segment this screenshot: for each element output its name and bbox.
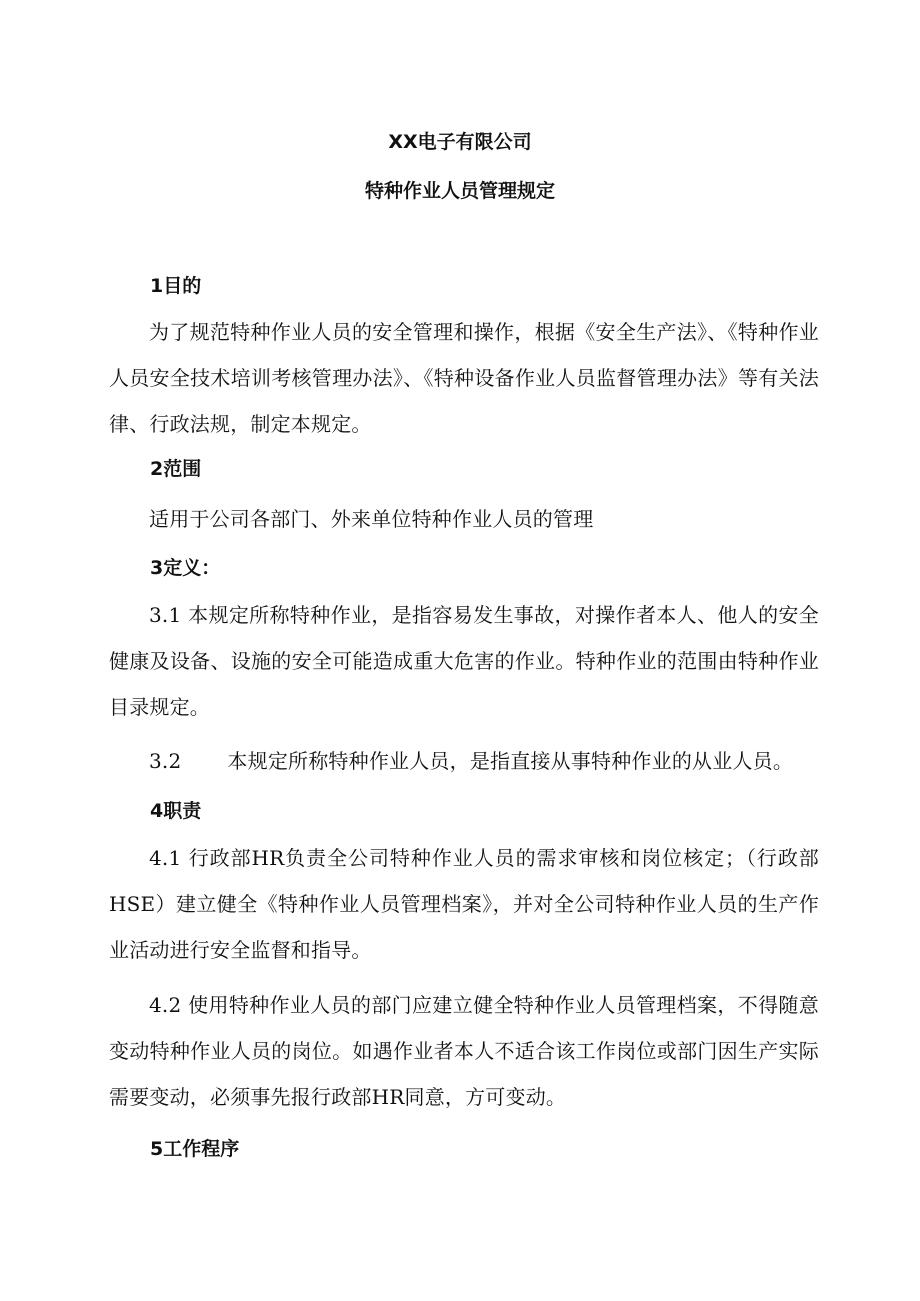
section-4-para-2: 4.2 使用特种作业人员的部门应建立健全特种作业人员管理档案，不得随意变动特种作业人员的岗位。如遇作业者本人不适合该工作岗位或部门因生产实际需要变动，必须事先报行政部HR同意，方可变动。 (109, 993, 819, 1109)
document-title: 特种作业人员管理规定 (364, 180, 555, 202)
section-1-heading: 1目的 (150, 275, 202, 297)
section-1-text: 为了规范特种作业人员的安全管理和操作，根据《安全生产法》、《特种作业人员安全技术培训考核管理办法》、《特种设备作业人员监督管理办法》等有关法律、行政法规，制定本规定。 (109, 320, 819, 436)
section-3-para-2-number: 3.2 (149, 749, 182, 773)
section-2-heading: 2范围 (150, 458, 202, 480)
section-2-text: 适用于公司各部门、外来单位特种作业人员的管理 (149, 507, 594, 531)
section-4-heading: 4职责 (150, 800, 202, 822)
section-5-heading: 5工作程序 (150, 1138, 240, 1160)
section-3-para-2 (109, 738, 819, 784)
section-4-para-1: 4.1 行政部HR负责全公司特种作业人员的需求审核和岗位核定；（行政部HSE）建立健全《特种作业人员管理档案》，并对全公司特种作业人员的生产作业活动进行安全监督和指导。 (109, 846, 819, 962)
section-3-para-2-text: 本规定所称特种作业人员，是指直接从事特种作业的从业人员。 (227, 749, 794, 773)
section-3-heading: 3定义： (150, 557, 221, 579)
section-3-para-1: 3.1 本规定所称特种作业，是指容易发生事故，对操作者本人、他人的安全健康及设备、设施的安全可能造成重大危害的作业。特种作业的范围由特种作业目录规定。 (109, 603, 819, 719)
company-name: XX电子有限公司 (388, 131, 532, 153)
